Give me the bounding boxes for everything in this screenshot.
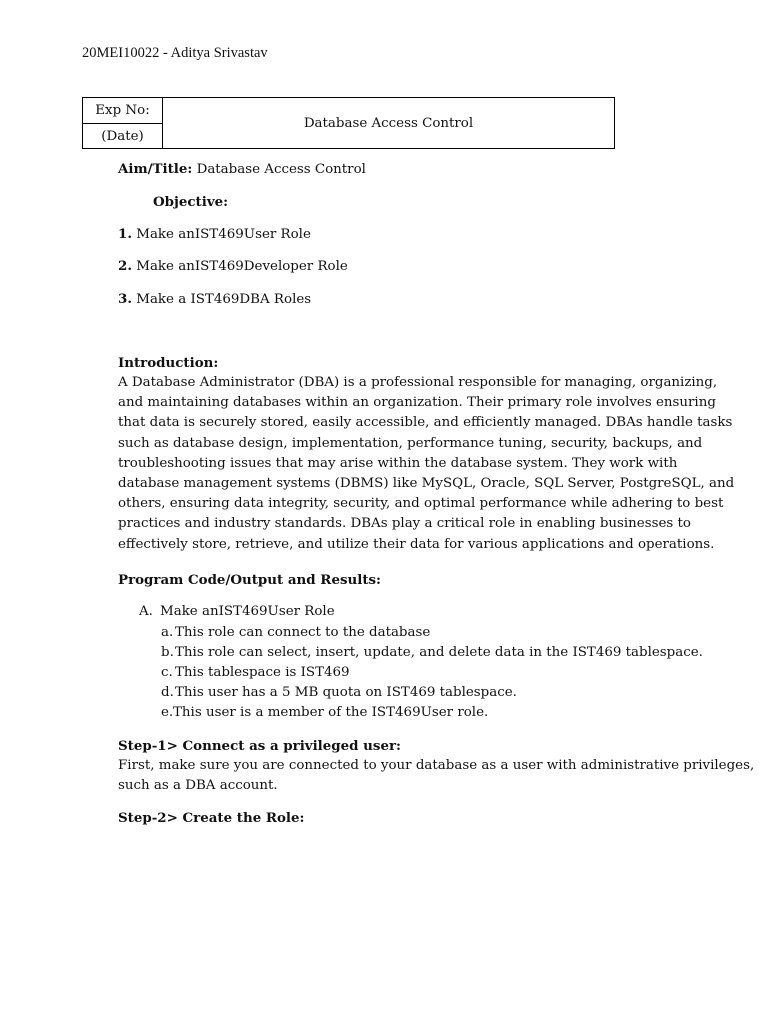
objective-item <box>118 258 348 274</box>
author-line: 20MEI10022 - Aditya Srivastav <box>82 45 268 61</box>
subitem <box>161 705 488 720</box>
paragraph-line: effectively store, retrieve, and utilize their data for various applications and operations. <box>118 536 715 552</box>
subitem <box>161 645 703 660</box>
step1-line: such as a DBA account. <box>118 778 278 793</box>
paragraph-line: A Database Administrator (DBA) is a professional responsible for managing, organizing, <box>118 375 718 390</box>
program-heading-text: Program Code/Output and Results: <box>118 572 381 588</box>
paragraph-line: practices and industry standards. DBAs play a critical role in enabling businesses to <box>118 516 691 532</box>
exp-left-column <box>83 98 163 148</box>
subitem-text: This user has a 5 MB quota on IST469 tablespace. <box>175 685 517 700</box>
paragraph-line: troubleshooting issues that may arise within the database system. They work with <box>118 455 678 471</box>
objective-item-text: Make a IST469DBA Roles <box>131 292 312 307</box>
subitem-letter: e. <box>161 705 174 720</box>
experiment-header-table <box>82 97 615 149</box>
date-label: (Date) <box>101 129 144 144</box>
subitem-text: This tablespace is IST469 <box>175 665 350 680</box>
section-a-letter: A. <box>139 604 153 619</box>
section-a-text: Make anIST469User Role <box>160 604 335 619</box>
paragraph-line: database management systems (DBMS) like MySQL, Oracle, SQL Server, PostgreSQL, and <box>118 476 735 492</box>
objective-item-text: Make anIST469User Role <box>131 227 311 242</box>
subitem-letter: a. <box>161 625 174 640</box>
step2-heading <box>118 810 304 826</box>
objective-label: Objective: <box>153 194 229 210</box>
objective-item-text: Make anIST469Developer Role <box>131 259 348 274</box>
experiment-title: Database Access Control <box>303 116 474 131</box>
subitem <box>161 625 430 640</box>
objective-heading <box>153 194 228 210</box>
subitem-letter: b. <box>161 645 174 660</box>
aim-value: Database Access Control <box>192 162 366 177</box>
objective-item <box>118 226 311 242</box>
paragraph-line: such as database design, implementation, performance tuning, security, backups, and <box>118 435 703 451</box>
objective-item-number: 3. <box>118 291 132 307</box>
subitem-text: This user is a member of the IST469User role. <box>173 705 489 720</box>
subitem-text: This role can connect to the database <box>175 625 431 640</box>
introduction-heading-text: Introduction: <box>118 355 219 371</box>
paragraph-line: and maintaining databases within an organization. Their primary role involves ensuring <box>118 395 716 411</box>
step1-line: First, make sure you are connected to your database as a user with administrative privileges, <box>118 758 755 773</box>
step1-heading <box>118 738 401 754</box>
subitem <box>161 665 350 680</box>
section-a-title <box>139 604 335 619</box>
paragraph-line: that data is securely stored, easily accessible, and efficiently managed. DBAs handle tasks <box>118 415 733 431</box>
program-heading <box>118 572 381 588</box>
subitem-letter: c. <box>161 665 173 680</box>
aim-label: Aim/Title: <box>118 161 193 177</box>
introduction-paragraph <box>118 373 735 555</box>
aim-line <box>118 161 366 177</box>
objective-item <box>118 291 311 307</box>
introduction-heading <box>118 355 218 371</box>
step1-heading-text: Step-1> Connect as a privileged user: <box>118 738 401 754</box>
exp-no-label: Exp No: <box>83 98 162 124</box>
subitem-text: This role can select, insert, update, and delete data in the IST469 tablespace. <box>175 645 703 660</box>
step2-heading-text: Step-2> Create the Role: <box>118 810 305 826</box>
objective-item-number: 2. <box>118 258 132 274</box>
paragraph-line: others, ensuring data integrity, security, and optimal performance while adhering to best <box>118 496 724 512</box>
subitem-letter: d. <box>161 685 174 700</box>
objective-item-number: 1. <box>118 226 132 242</box>
subitem <box>161 685 517 700</box>
